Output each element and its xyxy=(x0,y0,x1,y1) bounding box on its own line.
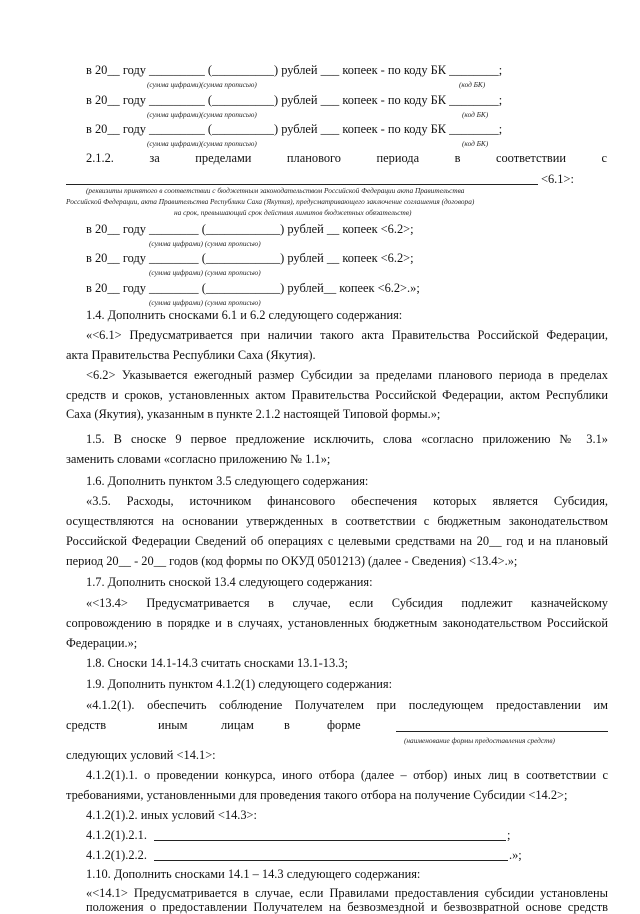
body-line: .»; xyxy=(509,848,522,862)
body-line: «3.5. Расходы, источником финансового обеспечения которых является Субсидия, xyxy=(86,494,608,508)
amount-line: в 20__ году ________ (____________) рублей __ копеек <6.2>; xyxy=(86,222,414,236)
clause-2-1-2: 2.1.2. за пределами планового периода в соответствии с xyxy=(86,151,607,165)
body-line: 1.6. Дополнить пунктом 3.5 следующего содержания: xyxy=(86,474,369,488)
body-line: 4.1.2(1).2.2. xyxy=(86,848,147,862)
body-line: требованиями, установленными для проведения такого отбора на получение Субсидии <14.2>; xyxy=(66,788,568,802)
body-line: 4.1.2(1).1. о проведении конкурса, иного отбора (далее – отбор) иных лиц в соответствии с xyxy=(86,768,608,782)
caption-bk: (код БК) xyxy=(459,80,486,89)
body-line: ; xyxy=(507,828,511,842)
body-line: следующих условий <14.1>: xyxy=(66,748,216,762)
form-caption: (наименование формы предоставления средств) xyxy=(404,736,555,745)
blank-line xyxy=(154,860,508,861)
blank-line xyxy=(154,840,506,841)
body-line: «<13.4> Предусматривается в случае, если Субсидия подлежит казначейскому xyxy=(86,596,608,610)
body-line: 4.1.2(1).2. иных условий <14.3>: xyxy=(86,808,257,822)
body-line: «<6.1> Предусматривается при наличии такого акта Правительства Российской Федерации, xyxy=(86,328,608,342)
body-line: лицам xyxy=(221,718,254,732)
caption-sum: (сумма цифрами)(сумма прописью) xyxy=(147,110,257,119)
body-line: средств xyxy=(66,718,107,732)
requisites-caption: Российской Федерации, акта Правительства Республики Саха (Якутия), предусматривающего заключение соглашения (договора) xyxy=(66,197,475,206)
body-line: осуществляются на основании утвержденных в соответствии с бюджетным законодательством xyxy=(66,514,608,528)
body-line: в xyxy=(284,718,290,732)
body-line: 1.4. Дополнить сносками 6.1 и 6.2 следующего содержания: xyxy=(86,308,403,322)
body-line: «4.1.2(1). обеспечить соблюдение Получателем при последующем предоставлении им xyxy=(86,698,608,712)
caption-bk: (код БК) xyxy=(462,110,489,119)
body-line: 4.1.2(1).2.1. xyxy=(86,828,147,842)
body-line: форме xyxy=(327,718,361,732)
blank-line xyxy=(396,731,608,732)
caption-sum: (сумма цифрами) (сумма прописью) xyxy=(149,239,261,248)
caption-sum: (сумма цифрами) (сумма прописью) xyxy=(149,298,261,307)
body-line: 1.8. Сноски 14.1-14.3 считать сносками 13.1-13.3; xyxy=(86,656,348,670)
body-line: сопровождению в порядке и в случаях, установленных бюджетным законодательством Российской xyxy=(66,616,608,630)
requisites-caption: (реквизиты принятого в соответствии с бюджетным законодательством Российской Федерации акта Правительства xyxy=(86,186,465,195)
body-line: заменить словами «согласно приложению № 1.1»; xyxy=(66,452,331,466)
body-line: 1.7. Дополнить сноской 13.4 следующего содержания: xyxy=(86,575,373,589)
body-line: 1.9. Дополнить пунктом 4.1.2(1) следующего содержания: xyxy=(86,677,393,691)
body-line: 1.10. Дополнить сносками 14.1 – 14.3 следующего содержания: xyxy=(86,867,421,881)
amount-line: в 20__ году ________ (____________) рублей __ копеек <6.2>; xyxy=(86,251,414,265)
requisites-caption: на срок, превышающий срок действия лимитов бюджетных обязательств) xyxy=(174,208,412,217)
amount-line: в 20__ году ________ (____________) рублей__ копеек <6.2>.»; xyxy=(86,281,420,295)
body-line: «<14.1> Предусматривается в случае, если Правилами предоставления субсидии установлены положения о предоставлении Получателем на безвозмездной и безвозвратной основе средств xyxy=(86,886,608,914)
caption-sum: (сумма цифрами)(сумма прописью) xyxy=(147,80,257,89)
blank-line xyxy=(66,184,538,185)
budget-line: в 20__ году _________ (__________) рублей ___ копеек - по коду БК ________; xyxy=(86,122,503,136)
body-line: средств и сроков, установленных актом Правительства Российской Федерации, актом Республики xyxy=(66,388,608,402)
budget-line: в 20__ году _________ (__________) рублей ___ копеек - по коду БК ________; xyxy=(86,93,503,107)
body-line: иным xyxy=(158,718,188,732)
body-line: Федерации.»; xyxy=(66,636,138,650)
body-line: период 20__ - 20__ годов (код формы по ОКУД 0501213) (далее - Сведения) <13.4>.»; xyxy=(66,554,518,568)
body-line: 1.5. В сноске 9 первое предложение исключить, слова «согласно приложению № 3.1» xyxy=(86,432,608,446)
body-line: Российской Федерации Сведений об операциях с целевыми средствами на 20__ год и на плановый xyxy=(66,534,608,548)
caption-bk: (код БК) xyxy=(462,139,489,148)
body-line: Саха (Якутия), указанным в пункте 2.1.2 настоящей Типовой формы.»; xyxy=(66,407,441,421)
body-line: <6.2> Указывается ежегодный размер Субсидии за пределами планового периода в пределах xyxy=(86,368,608,382)
caption-sum: (сумма цифрами) (сумма прописью) xyxy=(149,268,261,277)
footnote-ref: <6.1>: xyxy=(541,172,574,186)
budget-line: в 20__ году _________ (__________) рублей ___ копеек - по коду БК ________; xyxy=(86,63,503,77)
caption-sum: (сумма цифрами)(сумма прописью) xyxy=(147,139,257,148)
body-line: акта Правительства Республики Саха (Якутия). xyxy=(66,348,316,362)
